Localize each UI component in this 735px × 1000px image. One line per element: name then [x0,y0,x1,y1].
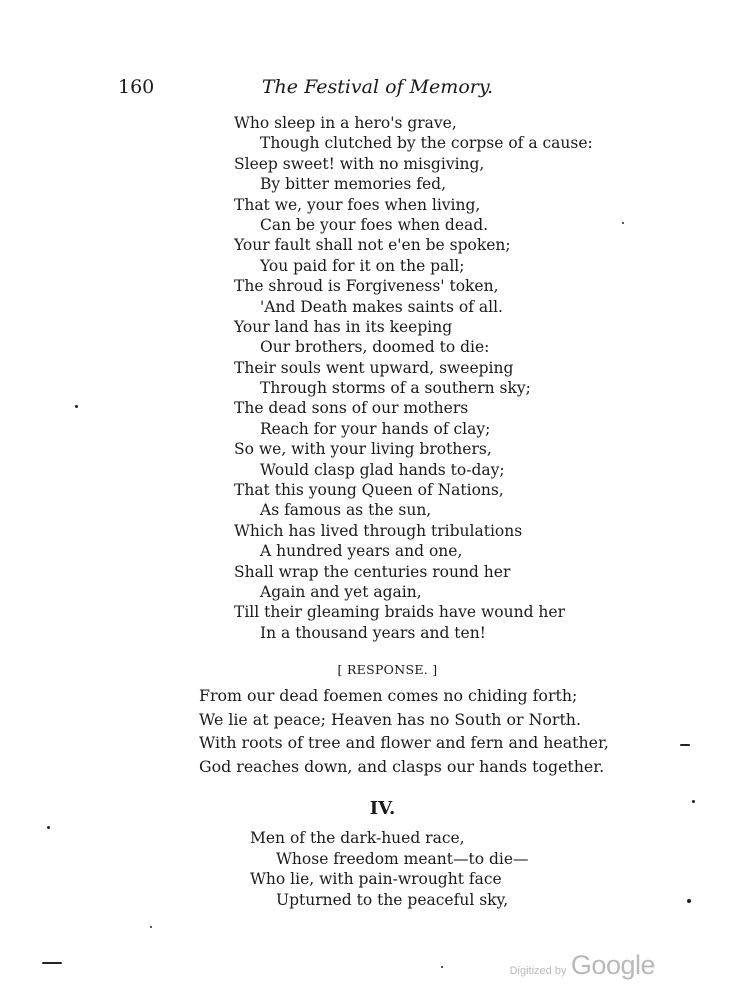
section-heading-iv: IV. [369,798,396,819]
scan-speck [75,405,78,408]
verse-line: So we, with your living brothers, [234,440,492,459]
verse-line: Your land has in its keeping [234,317,453,336]
verse-line: Your fault shall not e'en be spoken; [234,236,511,255]
verse-line: We lie at peace; Heaven has no South or North. [199,709,581,729]
verse-line: Which has lived through tribulations [234,521,523,540]
verse-line: As famous as the sun, [260,501,432,520]
verse-line: God reaches down, and clasps our hands together. [199,756,605,776]
verse-line: Through storms of a southern sky; [260,379,531,398]
verse-line: That we, your foes when living, [234,195,481,214]
verse-line: The shroud is Forgiveness' token, [234,277,499,296]
verse-line: Whose freedom meant—to die— [276,849,529,868]
poem-stanza-iv [250,828,650,910]
verse-line: Though clutched by the corpse of a cause: [260,134,593,153]
verse-line: Who lie, with pain-wrought face [250,870,502,888]
verse-line: Again and yet again, [260,582,422,601]
verse-line: Our brothers, doomed to die: [260,338,490,357]
verse-line: From our dead foemen comes no chiding forth; [199,686,578,705]
scan-speck [150,926,152,928]
verse-line: Reach for your hands of clay; [260,419,491,438]
watermark-prefix: Digitized by [509,965,567,977]
verse-line: Upturned to the peaceful sky, [276,890,509,909]
scan-speck [692,800,695,803]
verse-line: Who sleep in a hero's grave, [234,114,457,132]
scan-speck [680,744,690,746]
verse-line: That this young Queen of Nations, [234,481,504,500]
verse-line: A hundred years and one, [260,542,463,561]
poem-stanza-iii [234,113,654,643]
verse-line: Their souls went upward, sweeping [234,358,514,377]
verse-line: Shall wrap the centuries round her [234,562,511,581]
verse-line: Would clasp glad hands to-day; [260,460,505,479]
verse-line: The dead sons of our mothers [234,399,469,418]
running-title: The Festival of Memory. [261,76,494,98]
verse-line: Till their gleaming braids have wound her [234,603,565,622]
verse-line: In a thousand years and ten! [260,623,486,642]
verse-line: With roots of tree and flower and fern and heather, [199,733,609,752]
scan-speck [687,899,691,903]
page-number: 160 [118,76,155,98]
scan-speck [441,966,443,968]
digitized-watermark [510,950,655,981]
verse-line: Can be your foes when dead. [260,215,489,234]
scan-speck [47,826,50,829]
response-label: [ RESPONSE. ] [337,662,438,677]
google-logo: Google [570,950,655,980]
verse-line: 'And Death makes saints of all. [260,297,503,316]
verse-line: Sleep sweet! with no misgiving, [234,154,485,173]
scan-speck [42,962,62,964]
response-verse [199,684,679,778]
scan-speck [622,222,624,224]
verse-line: By bitter memories fed, [260,175,446,194]
verse-line: You paid for it on the pall; [260,256,465,275]
verse-line: Men of the dark-hued race, [250,829,465,847]
